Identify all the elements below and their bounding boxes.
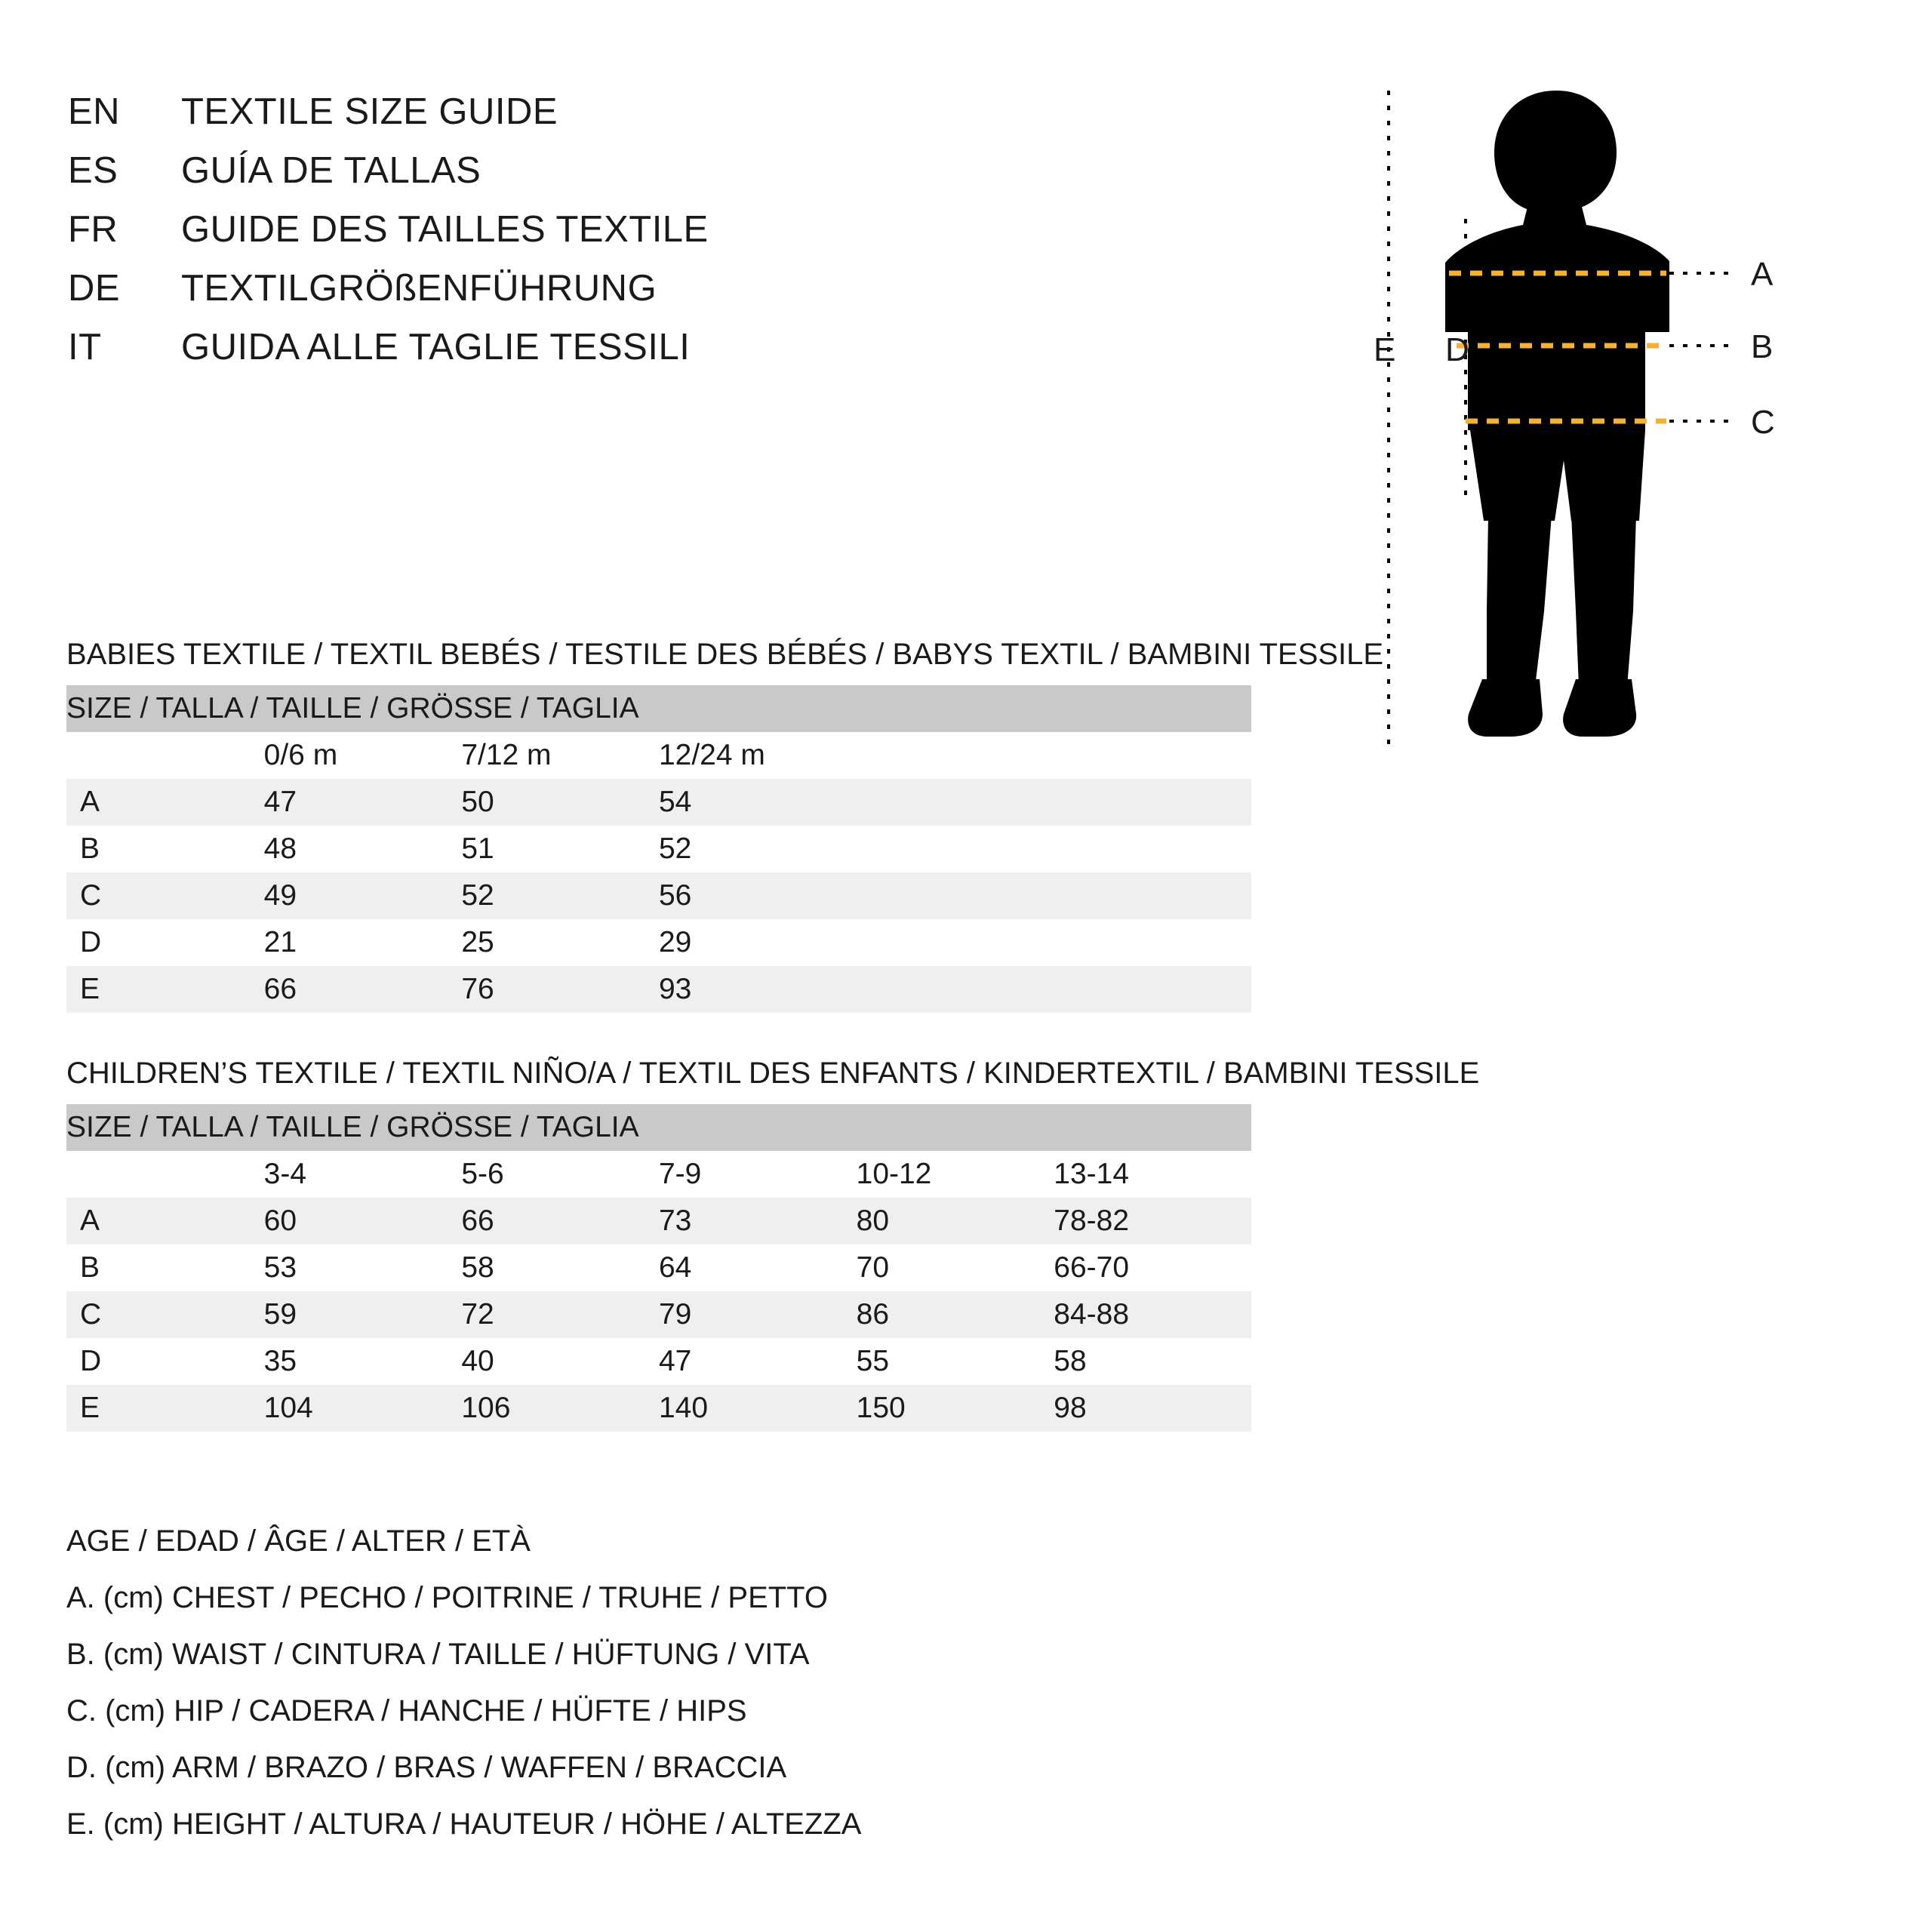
babies-c-2: 56 bbox=[659, 872, 857, 919]
babies-b-0: 48 bbox=[264, 826, 462, 872]
title-lang-it: IT bbox=[68, 327, 102, 368]
children-c-2: 79 bbox=[659, 1291, 857, 1338]
title-text-de: TEXTILGRÖßENFÜHRUNG bbox=[181, 268, 657, 309]
babies-row-label-b: B bbox=[66, 826, 264, 872]
babies-row-label-e: E bbox=[66, 966, 264, 1013]
child-silhouette bbox=[1445, 91, 1669, 737]
children-d-2: 47 bbox=[659, 1338, 857, 1385]
legend-height: E. (cm) HEIGHT / ALTURA / HAUTEUR / HÖHE / ALTEZZA bbox=[66, 1807, 862, 1841]
table-row bbox=[66, 826, 1251, 872]
babies-table-header: SIZE / TALLA / TAILLE / GRÖSSE / TAGLIA bbox=[66, 685, 1251, 732]
children-b-3: 70 bbox=[857, 1244, 1054, 1291]
children-a-2: 73 bbox=[659, 1198, 857, 1244]
title-row-de bbox=[68, 267, 1351, 309]
babies-col-0: 0/6 m bbox=[264, 732, 462, 779]
babies-row-label-a: A bbox=[66, 779, 264, 826]
babies-d-1: 25 bbox=[461, 919, 659, 966]
figure-label-c: C bbox=[1751, 404, 1775, 441]
children-d-1: 40 bbox=[461, 1338, 659, 1385]
figure-label-d: D bbox=[1445, 331, 1469, 368]
table-row bbox=[66, 779, 1251, 826]
babies-c-1: 52 bbox=[461, 872, 659, 919]
figure-label-a: A bbox=[1751, 256, 1774, 293]
babies-row-label-c: C bbox=[66, 872, 264, 919]
children-e-2: 140 bbox=[659, 1385, 857, 1432]
title-lang-en: EN bbox=[68, 91, 121, 132]
children-c-4: 84-88 bbox=[1054, 1291, 1251, 1338]
babies-d-2: 29 bbox=[659, 919, 857, 966]
children-col-1: 5-6 bbox=[461, 1151, 659, 1198]
children-d-3: 55 bbox=[857, 1338, 1054, 1385]
children-b-1: 58 bbox=[461, 1244, 659, 1291]
babies-b-2: 52 bbox=[659, 826, 857, 872]
table-row bbox=[66, 872, 1251, 919]
children-row-label-e: E bbox=[66, 1385, 264, 1432]
children-b-4: 66-70 bbox=[1054, 1244, 1251, 1291]
children-e-0: 104 bbox=[264, 1385, 462, 1432]
babies-a-2: 54 bbox=[659, 779, 857, 826]
title-block bbox=[68, 91, 1351, 385]
children-e-1: 106 bbox=[461, 1385, 659, 1432]
babies-e-0: 66 bbox=[264, 966, 462, 1013]
empty-corner-cell bbox=[66, 1151, 264, 1198]
babies-caption: BABIES TEXTILE / TEXTIL BEBÉS / TESTILE DES BÉBÉS / BABYS TEXTIL / BAMBINI TESSILE bbox=[66, 638, 1384, 671]
legend-block bbox=[66, 1524, 1349, 1864]
babies-col-1: 7/12 m bbox=[461, 732, 659, 779]
babies-b-1: 51 bbox=[461, 826, 659, 872]
children-col-0: 3-4 bbox=[264, 1151, 462, 1198]
babies-e-1: 76 bbox=[461, 966, 659, 1013]
table-row bbox=[66, 1338, 1251, 1385]
title-row-it bbox=[68, 326, 1351, 368]
legend-hip: C. (cm) HIP / CADERA / HANCHE / HÜFTE / HIPS bbox=[66, 1694, 747, 1727]
title-lang-fr: FR bbox=[68, 209, 118, 250]
children-a-3: 80 bbox=[857, 1198, 1054, 1244]
children-c-1: 72 bbox=[461, 1291, 659, 1338]
children-c-0: 59 bbox=[264, 1291, 462, 1338]
children-row-label-c: C bbox=[66, 1291, 264, 1338]
children-row-label-a: A bbox=[66, 1198, 264, 1244]
children-c-3: 86 bbox=[857, 1291, 1054, 1338]
children-d-4: 58 bbox=[1054, 1338, 1251, 1385]
title-row-fr bbox=[68, 208, 1351, 251]
children-section bbox=[66, 1057, 1480, 1432]
children-size-table bbox=[66, 1104, 1251, 1432]
babies-size-table bbox=[66, 685, 1251, 1013]
table-row bbox=[66, 1291, 1251, 1338]
children-a-1: 66 bbox=[461, 1198, 659, 1244]
table-row bbox=[66, 1385, 1251, 1432]
table-column-row bbox=[66, 732, 1251, 779]
figure-label-b: B bbox=[1751, 328, 1774, 365]
babies-c-0: 49 bbox=[264, 872, 462, 919]
title-row-es bbox=[68, 149, 1351, 192]
children-table-header: SIZE / TALLA / TAILLE / GRÖSSE / TAGLIA bbox=[66, 1104, 1251, 1151]
children-col-4: 13-14 bbox=[1054, 1151, 1251, 1198]
table-row bbox=[66, 1198, 1251, 1244]
children-a-4: 78-82 bbox=[1054, 1198, 1251, 1244]
title-text-es: GUÍA DE TALLAS bbox=[181, 150, 481, 191]
babies-section bbox=[66, 638, 1384, 1013]
babies-e-2: 93 bbox=[659, 966, 857, 1013]
title-lang-de: DE bbox=[68, 268, 121, 309]
measurement-figure bbox=[1374, 83, 1841, 762]
children-row-label-d: D bbox=[66, 1338, 264, 1385]
children-d-0: 35 bbox=[264, 1338, 462, 1385]
legend-age: AGE / EDAD / ÂGE / ALTER / ETÀ bbox=[66, 1524, 531, 1558]
title-text-en: TEXTILE SIZE GUIDE bbox=[181, 91, 558, 132]
table-header-row bbox=[66, 1104, 1251, 1151]
babies-d-0: 21 bbox=[264, 919, 462, 966]
legend-arm: D. (cm) ARM / BRAZO / BRAS / WAFFEN / BRACCIA bbox=[66, 1751, 787, 1784]
title-row-en bbox=[68, 91, 1351, 133]
legend-chest: A. (cm) CHEST / PECHO / POITRINE / TRUHE / PETTO bbox=[66, 1581, 829, 1614]
children-b-2: 64 bbox=[659, 1244, 857, 1291]
title-text-it: GUIDA ALLE TAGLIE TESSILI bbox=[181, 327, 691, 368]
babies-row-label-d: D bbox=[66, 919, 264, 966]
children-row-label-b: B bbox=[66, 1244, 264, 1291]
children-col-3: 10-12 bbox=[857, 1151, 1054, 1198]
table-row bbox=[66, 966, 1251, 1013]
babies-col-2: 12/24 m bbox=[659, 732, 857, 779]
empty-corner-cell bbox=[66, 732, 264, 779]
legend-waist: B. (cm) WAIST / CINTURA / TAILLE / HÜFTUNG / VITA bbox=[66, 1638, 810, 1671]
children-a-0: 60 bbox=[264, 1198, 462, 1244]
table-row bbox=[66, 919, 1251, 966]
table-column-row bbox=[66, 1151, 1251, 1198]
children-e-4: 98 bbox=[1054, 1385, 1251, 1432]
title-text-fr: GUIDE DES TAILLES TEXTILE bbox=[181, 209, 709, 250]
children-col-2: 7-9 bbox=[659, 1151, 857, 1198]
babies-a-1: 50 bbox=[461, 779, 659, 826]
table-row bbox=[66, 1244, 1251, 1291]
table-header-row bbox=[66, 685, 1251, 732]
children-b-0: 53 bbox=[264, 1244, 462, 1291]
babies-a-0: 47 bbox=[264, 779, 462, 826]
figure-label-e: E bbox=[1374, 331, 1396, 368]
children-caption: CHILDREN’S TEXTILE / TEXTIL NIÑO/A / TEXTIL DES ENFANTS / KINDERTEXTIL / BAMBINI TESSILE bbox=[66, 1057, 1480, 1090]
children-e-3: 150 bbox=[857, 1385, 1054, 1432]
title-lang-es: ES bbox=[68, 150, 118, 191]
